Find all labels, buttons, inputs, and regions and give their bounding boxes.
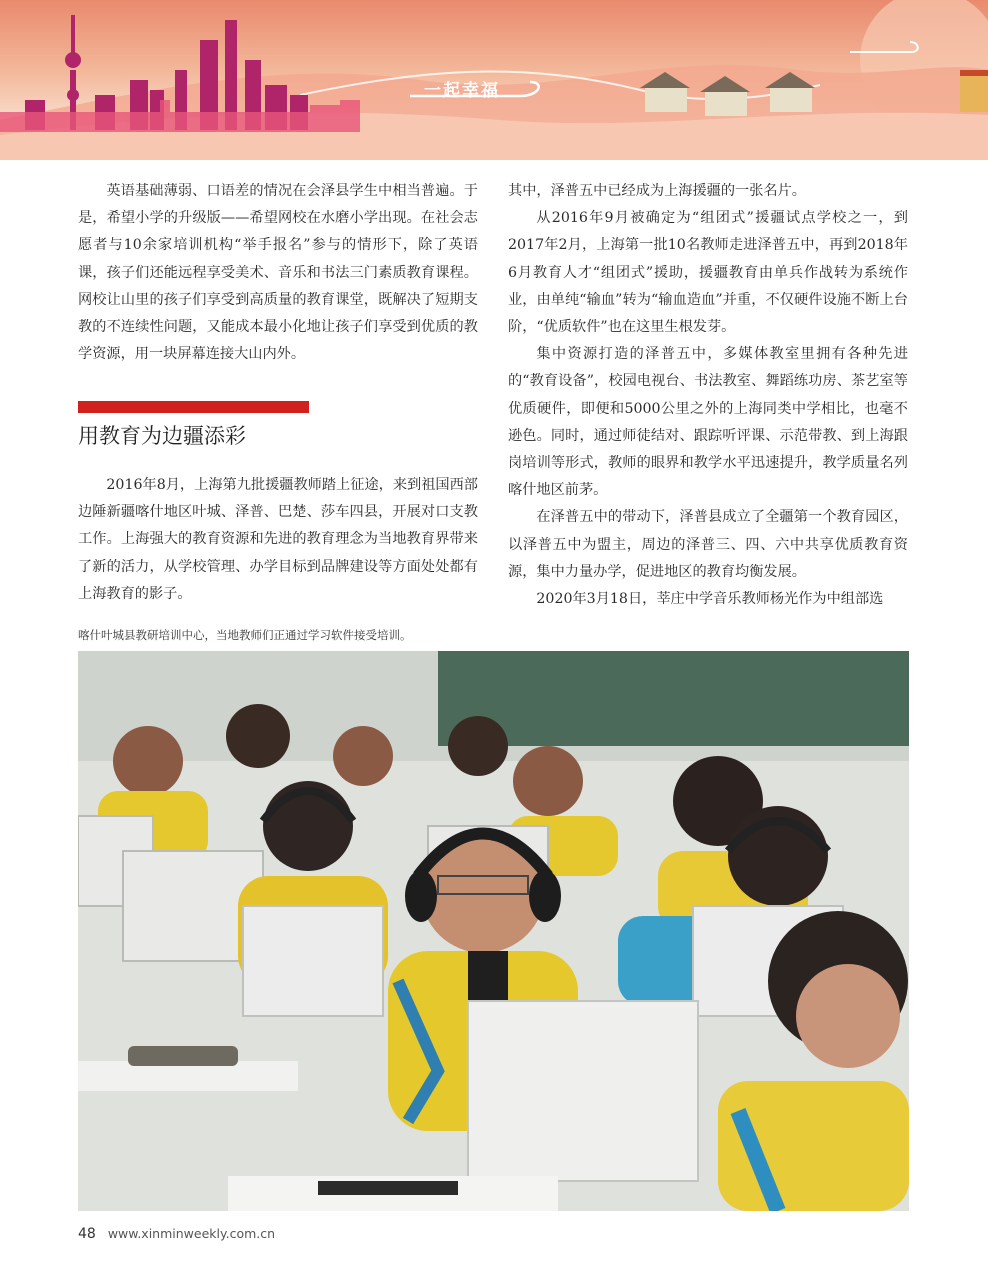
paragraph: 从2016年9月被确定为“组团式”援疆试点学校之一，到2017年2月，上海第一批10名教师走进泽普五中，再到2018年6月教育人才“组团式”援助，援疆教育由单兵作战转为系统作业，由单纯“输血”转为“输血造血”并重，不仅硬件设施不断上台阶，“优质软件”也在这里生根发芽。 <box>508 210 908 336</box>
paragraph: 2016年8月，上海第九批援疆教师踏上征途，来到祖国西部边陲新疆喀什地区叶城、泽普、巴楚、莎车四县，开展对口支教工作。上海强大的教育资源和先进的教育理念为当地教育界带来了新的活力，从学校管理、办学目标到品牌建设等方面处处都有上海教育的影子。 <box>78 477 478 602</box>
page-footer <box>78 1226 275 1242</box>
section-heading: 用教育为边疆添彩 <box>78 424 246 448</box>
paragraph: 集中资源打造的泽普五中，多媒体教室里拥有各种先进的“教育设备”，校园电视台、书法教室、舞蹈练功房、茶艺室等优质硬件，即便和5000公里之外的上海同类中学相比，也毫不逊色。同时，通过师徒结对、跟踪听评课、示范带教、到上海跟岗培训等形式，教师的眼界和教学水平迅速提升，教学质量名列喀什地区前茅。 <box>508 346 908 499</box>
left-column-top <box>78 178 478 368</box>
section-label: 一起幸福 <box>424 81 500 101</box>
right-column <box>508 178 908 613</box>
paragraph: 英语基础薄弱、口语差的情况在会泽县学生中相当普遍。于是，希望小学的升级版——希望网校在水磨小学出现。在社会志愿者与10余家培训机构“举手报名”参与的情形下，除了英语课，孩子们还能远程享受美术、音乐和书法三门素质教育课程。网校让山里的孩子们享受到高质量的教育课堂，既解决了短期支教的不连续性问题，又能成本最小化地让孩子们享受到优质的教学资源，用一块屏幕连接大山内外。 <box>78 183 478 363</box>
website-url: www.xinminweekly.com.cn <box>107 1226 276 1241</box>
heading-accent-bar <box>78 401 309 413</box>
left-column-bottom <box>78 472 478 608</box>
header-banner <box>0 0 988 160</box>
classroom-scene <box>78 651 909 1211</box>
photo-caption: 喀什叶城县教研培训中心，当地教师们正通过学习软件接受培训。 <box>78 628 412 642</box>
paragraph: 2020年3月18日，莘庄中学音乐教师杨光作为中组部选 <box>536 591 884 608</box>
paragraph: 其中，泽普五中已经成为上海援疆的一张名片。 <box>508 183 806 199</box>
classroom-photo <box>78 651 909 1211</box>
paragraph: 在泽普五中的带动下，泽普县成立了全疆第一个教育园区，以泽普五中为盟主，周边的泽普三、四、六中共享优质教育资源，集中力量办学，促进地区的教育均衡发展。 <box>508 509 908 580</box>
page-number: 48 <box>78 1226 96 1242</box>
